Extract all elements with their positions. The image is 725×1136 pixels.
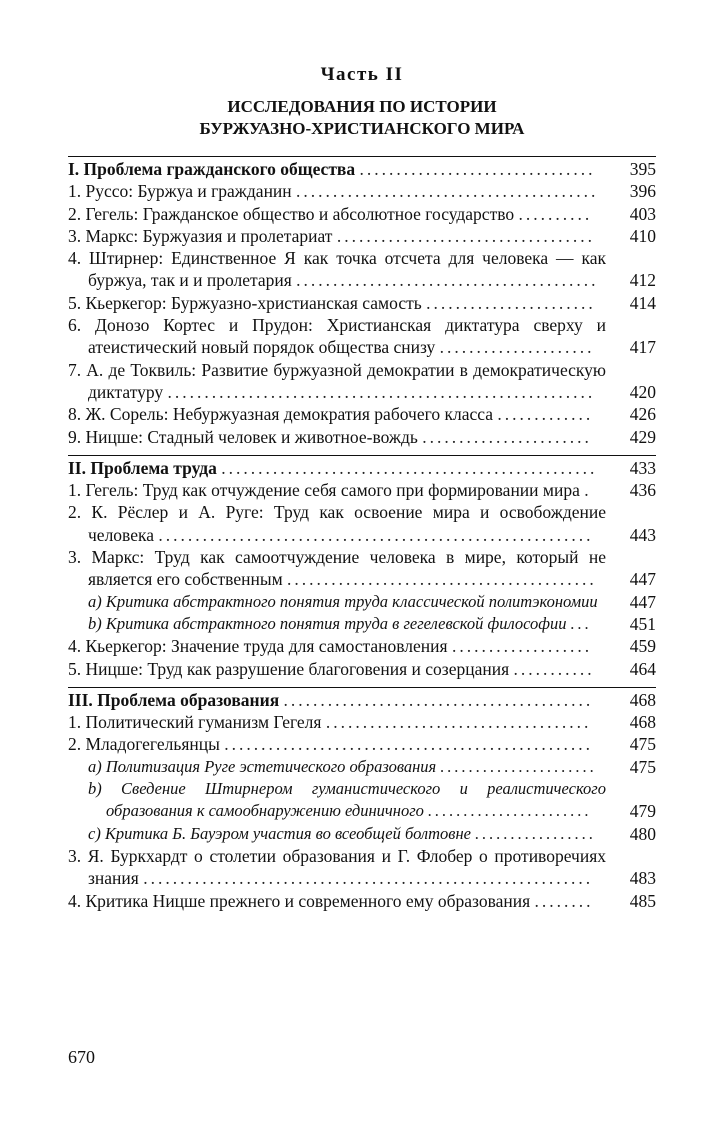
leader-dots: ................................ [359,159,596,179]
section-heading[interactable] [68,687,656,711]
toc-entry[interactable] [68,359,656,404]
leader-dots: ......................................... [296,270,599,291]
toc-entry[interactable] [68,225,656,247]
toc-entry[interactable] [68,479,656,501]
entry-title: 8. Ж. Сорель: Небуржуазная демократия рабочего класса [68,404,493,425]
leader-dots: ......................................... [296,181,599,202]
toc-entry[interactable] [68,845,656,890]
entry-title: 4. Штирнер: Единственное Я как точка отсчета для человека — как буржуа, так и и пролетария [68,248,606,291]
entry-title: 5. Ницше: Труд как разрушение благоговения и созерцания [68,658,510,679]
entry-title: 9. Ницше: Стадный человек и животное-вождь [68,426,418,447]
entry-page: 475 [629,734,656,755]
toc-entry[interactable] [68,501,656,546]
leader-dots: ................... [451,636,593,657]
leader-dots: .................................................. [224,734,594,755]
section-page: 468 [629,689,656,710]
toc-entry[interactable] [68,180,656,202]
section-title: I. Проблема гражданского общества [68,159,356,179]
section-page: 433 [629,457,656,478]
entry-title: 7. А. де Токвиль: Развитие буржуазной демократии в демократическую диктатуру [68,359,606,402]
entry-title: c) Критика Б. Бауэром участия во всеобщей болтовне [88,823,471,843]
leader-dots: ...................... [440,756,598,776]
section-title: II. Проблема труда [68,457,217,478]
entry-title: 3. Я. Буркхардт о столетии образования и Г. Флобер о противоречиях знания [68,845,606,889]
part-subtitle [68,96,656,140]
entry-title: 5. Кьеркегор: Буржуазно-христианская самость [68,292,422,313]
entry-page: 459 [629,636,656,657]
entry-title: 3. Маркс: Труд как самоотчуждение человека в мире, который не является его собственным [68,547,606,590]
part-subtitle-line-1: ИССЛЕДОВАНИЯ ПО ИСТОРИИ [227,97,497,116]
leader-dots: .................................... [325,712,592,733]
toc-entry[interactable] [68,292,656,314]
leader-dots: ................................... [336,225,595,246]
toc-entry[interactable] [68,635,656,657]
toc-entry[interactable] [68,314,656,359]
entry-page: 414 [629,292,656,313]
entry-page: 483 [629,868,656,889]
entry-page: 410 [629,225,656,246]
entry-title: b) Критика абстрактного понятия труда в гегелевской философии [88,613,567,633]
toc-entry[interactable] [68,658,656,680]
leader-dots: ....................... [422,426,592,447]
toc-sections [68,156,656,912]
entry-title: 2. Младогегельянцы [68,734,220,755]
entry-page: 417 [629,337,656,358]
entry-title: a) Политизация Руге эстетического образования [88,756,437,776]
entry-title: 2. Гегель: Гражданское общество и абсолютное государство [68,203,515,224]
entry-page: 436 [629,480,656,501]
entry-title: 2. К. Рёслер и А. Руге: Труд как освоение мира и освобождение человека [68,502,606,545]
leader-dots: . [584,480,592,501]
toc-section [68,687,656,912]
toc-entry[interactable] [68,546,656,591]
toc-subentry[interactable] [68,778,656,823]
toc-entry[interactable] [68,426,656,448]
leader-dots: .......................................... [287,569,597,590]
toc-subentry[interactable] [68,823,656,845]
leader-dots: ... [570,613,592,633]
toc-entry[interactable] [68,733,656,755]
toc-subentry[interactable] [68,756,656,778]
leader-dots: ................................................... [221,457,598,478]
entry-page: 447 [629,569,656,590]
entry-title: 4. Кьеркегор: Значение труда для самостановления [68,636,448,657]
entry-title: 3. Маркс: Буржуазия и пролетариат [68,225,333,246]
leader-dots: ..................... [439,337,595,358]
entry-title: 6. Донозо Кортес и Прудон: Христианская диктатура сверху и атеистический новый порядок общества снизу [68,315,606,358]
entry-page: 464 [629,658,656,679]
entry-page: 480 [629,823,656,844]
page-number: 670 [68,1047,95,1067]
entry-page: 396 [629,181,656,202]
section-title: III. Проблема образования [68,689,280,710]
section-heading[interactable] [68,156,656,180]
entry-page: 475 [629,756,656,777]
toc-subentry[interactable] [68,613,656,635]
leader-dots: ....................... [426,292,596,313]
leader-dots: ....................... [428,801,592,821]
entry-title: 1. Политический гуманизм Гегеля [68,712,322,733]
entry-page: 447 [629,591,656,612]
leader-dots: ................. [475,823,597,843]
toc-entry[interactable] [68,247,656,292]
entry-page: 479 [629,801,656,822]
toc-entry[interactable] [68,403,656,425]
toc-page [68,64,656,912]
entry-page: 451 [629,613,656,634]
leader-dots: .......................................................... [167,381,596,402]
entry-page: 468 [629,712,656,733]
part-subtitle-line-2: БУРЖУАЗНО-ХРИСТИАНСКОГО МИРА [199,119,525,138]
entry-page: 412 [629,270,656,291]
toc-subentry[interactable] [68,591,656,613]
section-page: 395 [629,159,656,179]
entry-page: 443 [629,524,656,545]
leader-dots: ........... [513,658,595,679]
entry-page: 429 [629,426,656,447]
part-title: Часть II [320,64,404,85]
entry-title: b) Сведение Штирнером гуманистического и реалистического образования к самообнаружению единичного [88,779,606,821]
section-heading[interactable] [68,455,656,479]
entry-page: 403 [629,203,656,224]
entry-title: 4. Критика Ницше прежнего и современного ему образования [68,890,531,911]
toc-section [68,455,656,680]
leader-dots: .......... [518,203,593,224]
entry-title: 1. Гегель: Труд как отчуждение себя самого при формировании мира [68,480,580,501]
leader-dots: ........................................................... [158,524,594,545]
entry-page: 485 [629,890,656,911]
toc-section [68,156,656,448]
leader-dots: .......................................... [283,689,594,710]
leader-dots: ............. [497,404,594,425]
entry-title: a) Критика абстрактного понятия труда классической политэкономии [88,591,598,611]
entry-title: 1. Руссо: Буржуа и гражданин [68,181,292,202]
leader-dots: ............................................................. [143,868,594,889]
toc-entry[interactable] [68,890,656,912]
leader-dots: ........ [534,890,594,911]
entry-page: 420 [629,381,656,402]
toc-entry[interactable] [68,711,656,733]
entry-page: 426 [629,404,656,425]
toc-entry[interactable] [68,203,656,225]
